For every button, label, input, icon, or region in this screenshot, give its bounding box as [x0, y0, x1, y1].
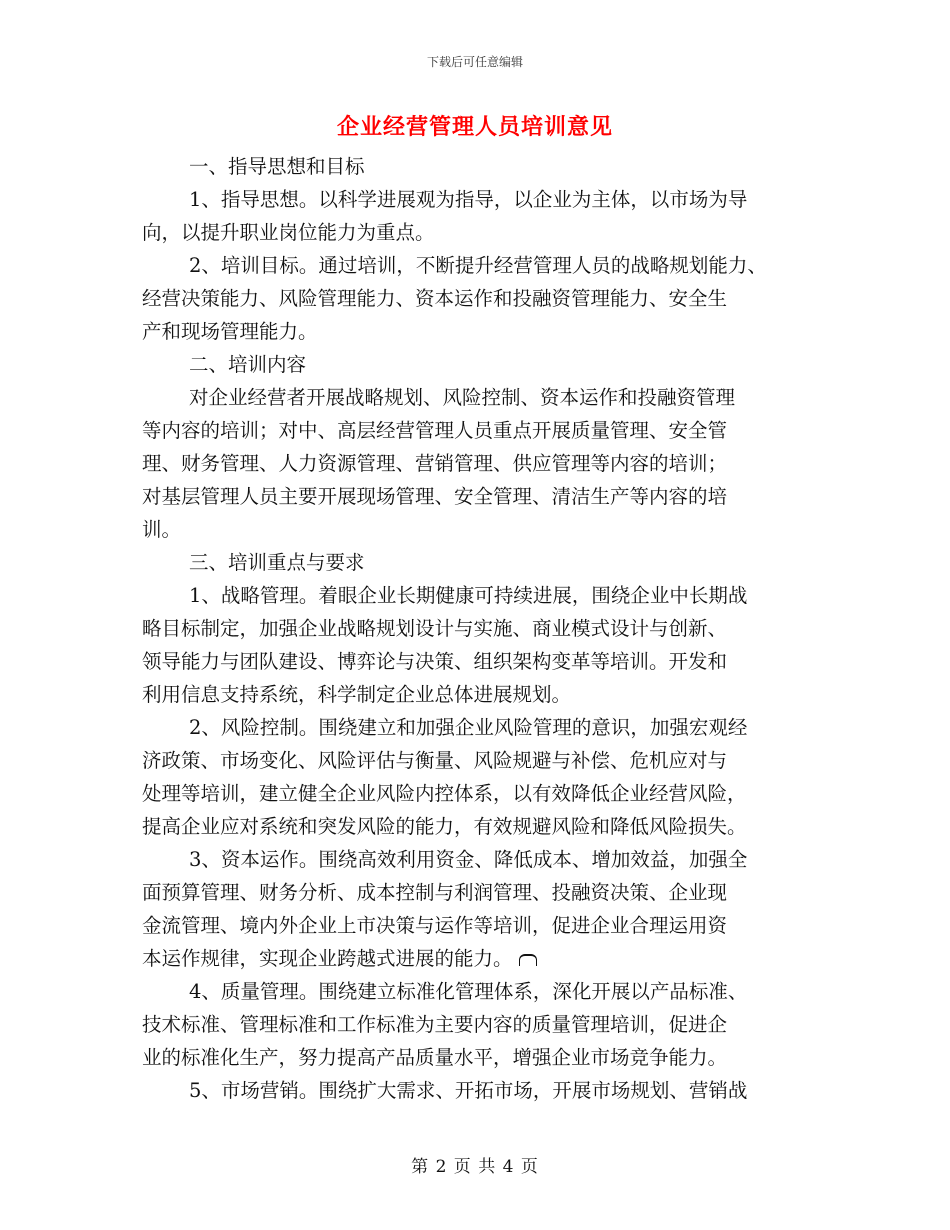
paragraph-line: 产和现场管理能力。 — [142, 320, 318, 343]
paragraph-line: 1、指导思想。以科学进展观为指导，以企业为主体，以市场为导 — [189, 188, 748, 211]
paragraph-line: 利用信息支持系统，科学制定企业总体进展规划。 — [142, 683, 572, 706]
paragraph-line: 对企业经营者开展战略规划、风险控制、资本运作和投融资管理 — [189, 386, 736, 409]
paragraph-line: 训。 — [142, 518, 182, 541]
paragraph-line: 领导能力与团队建设、博弈论与决策、组织架构变革等培训。开发和 — [142, 650, 728, 673]
paragraph-line: 处理等培训，建立健全企业风险内控体系，以有效降低企业经营风险， — [142, 782, 747, 805]
section-heading-1: 一、指导思想和目标 — [189, 155, 365, 178]
paragraph-line: 等内容的培训；对中、高层经营管理人员重点开展质量管理、安全管 — [142, 419, 728, 442]
page-header-note: 下载后可任意编辑 — [426, 55, 523, 69]
paragraph-line: 2、风险控制。围绕建立和加强企业风险管理的意识，加强宏观经 — [189, 716, 748, 739]
paragraph-line: 对基层管理人员主要开展现场管理、安全管理、清洁生产等内容的培 — [142, 485, 728, 508]
paragraph-line: 济政策、市场变化、风险评估与衡量、风险规避与补偿、危机应对与 — [142, 749, 728, 772]
paragraph-line: 1、战略管理。着眼企业长期健康可持续进展，围绕企业中长期战 — [189, 584, 748, 607]
paragraph-line-with-cursor — [142, 942, 822, 975]
paragraph-line: 经营决策能力、风险管理能力、资本运作和投融资管理能力、安全生 — [142, 287, 728, 310]
text-cursor-icon — [519, 954, 537, 966]
document-title: 企业经营管理人员培训意见 — [336, 114, 613, 140]
paragraph-line: 2、培训目标。通过培训，不断提升经营管理人员的战略规划能力、 — [189, 254, 767, 277]
paragraph-line: 技术标准、管理标准和工作标准为主要内容的质量管理培训，促进企 — [142, 1013, 728, 1036]
paragraph-line: 理、财务管理、人力资源管理、营销管理、供应管理等内容的培训； — [142, 452, 728, 475]
paragraph-line: 提高企业应对系统和突发风险的能力，有效规避风险和降低风险损失。 — [142, 815, 747, 838]
section-heading-3: 三、培训重点与要求 — [189, 551, 365, 574]
document-body — [142, 150, 822, 1107]
page-number: 第 2 页 共 4 页 — [411, 1157, 539, 1177]
paragraph-line: 业的标准化生产，努力提高产品质量水平，增强企业市场竞争能力。 — [142, 1046, 728, 1069]
section-heading-2: 二、培训内容 — [189, 353, 307, 376]
paragraph-line: 面预算管理、财务分析、成本控制与利润管理、投融资决策、企业现 — [142, 881, 728, 904]
paragraph-line: 3、资本运作。围绕高效利用资金、降低成本、增加效益，加强全 — [189, 848, 748, 871]
paragraph-line: 向，以提升职业岗位能力为重点。 — [142, 221, 435, 244]
paragraph-line: 金流管理、境内外企业上市决策与运作等培训，促进企业合理运用资 — [142, 914, 728, 937]
paragraph-line: 4、质量管理。围绕建立标准化管理体系，深化开展以产品标准、 — [189, 980, 748, 1003]
paragraph-line: 略目标制定，加强企业战略规划设计与实施、商业模式设计与创新、 — [142, 617, 728, 640]
paragraph-line-text: 本运作规律，实现企业跨越式进展的能力。 — [142, 947, 513, 970]
paragraph-line: 5、市场营销。围绕扩大需求、开拓市场，开展市场规划、营销战 — [189, 1079, 748, 1102]
